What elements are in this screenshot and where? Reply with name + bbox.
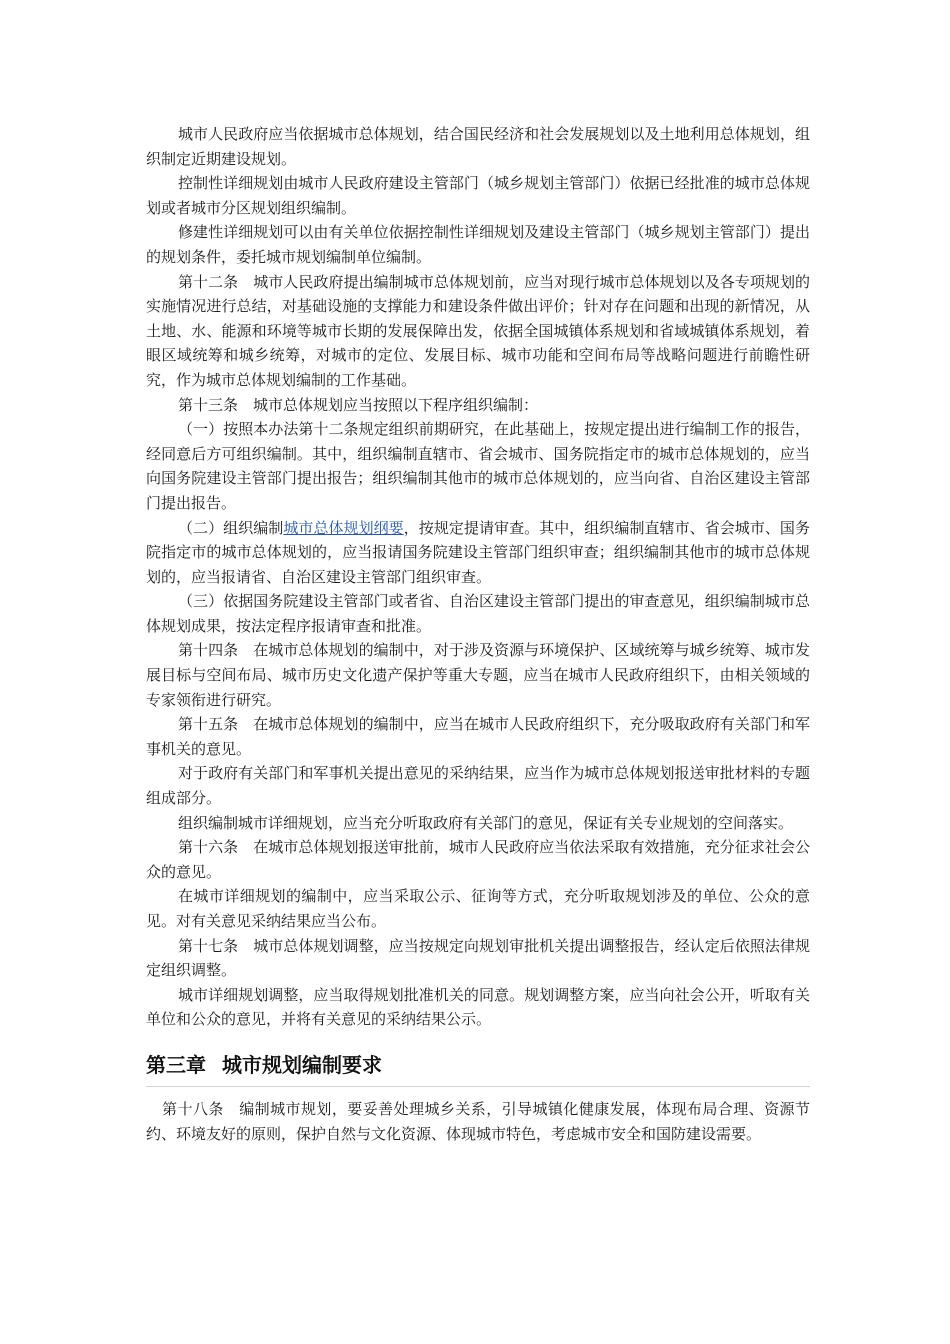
- article-13-item-2: [146, 516, 810, 590]
- article-13-item-3: （三）依据国务院建设主管部门或者省、自治区建设主管部门提出的审查意见，组织编制城市总体规划成果，按法定程序报请审查和批准。: [146, 592, 810, 635]
- link-paragraph-after: ，按规定提请审查。其中，组织编制直辖市、省会城市、国务院指定市的城市总体规划的，应当报请国务院建设主管部门组织审查；组织编制其他市的城市总体规划的，应当报请省、自治区建设主管部门组织审查。: [146, 518, 810, 586]
- article-14: 第十四条 在城市总体规划的编制中，对于涉及资源与环境保护、区域统筹与城乡统筹、城市发展目标与空间布局、城市历史文化遗产保护等重大专题，应当在城市人民政府组织下，由相关领域的专家领衔进行研究。: [146, 641, 810, 709]
- paragraph: 对于政府有关部门和军事机关提出意见的采纳结果，应当作为城市总体规划报送审批材料的专题组成部分。: [146, 764, 810, 808]
- paragraph: 城市详细规划调整，应当取得规划批准机关的同意。规划调整方案，应当向社会公开，听取有关单位和公众的意见，并将有关意见的采纳结果公示。: [146, 985, 810, 1029]
- article-16: 第十六条 在城市总体规划报送审批前，城市人民政府应当依法采取有效措施，充分征求社会公众的意见。: [146, 838, 810, 881]
- article-13: 第十三条 城市总体规划应当按照以下程序组织编制：: [178, 395, 539, 414]
- paragraph: 控制性详细规划由城市人民政府建设主管部门（城乡规划主管部门）依据已经批准的城市总体规划或者城市分区规划组织编制。: [146, 174, 810, 217]
- paragraph: 城市人民政府应当依据城市总体规划，结合国民经济和社会发展规划以及土地利用总体规划，组织制定近期建设规划。: [146, 125, 810, 168]
- chapter-body: [146, 1097, 810, 1146]
- outline-link[interactable]: 城市总体规划纲要: [283, 518, 404, 537]
- paragraph: 修建性详细规划可以由有关单位依据控制性详细规划及建设主管部门（城乡规划主管部门）提出的规划条件，委托城市规划编制单位编制。: [146, 223, 810, 266]
- chapter-title: 城市规划编制要求: [222, 1052, 382, 1077]
- paragraph: 在城市详细规划的编制中，应当采取公示、征询等方式，充分听取规划涉及的单位、公众的意见。对有关意见采纳结果应当公布。: [146, 887, 810, 930]
- article-12: 第十二条 城市人民政府提出编制城市总体规划前，应当对现行城市总体规划以及各专项规划的实施情况进行总结，对基础设施的支撑能力和建设条件做出评价；针对存在问题和出现的新情况，从土地、水、能源和环境等城市长期的发展保障出发，依据全国城镇体系规划和省域城镇体系规划，着眼区域统筹和城乡统筹，对城市的定位、发展目标、城市功能和空间布局等战略问题进行前瞻性研究，作为城市总体规划编制的工作基础。: [146, 272, 810, 389]
- paragraph: 组织编制城市详细规划，应当充分听取政府有关部门的意见，保证有关专业规划的空间落实。: [178, 813, 794, 832]
- chapter-number: 第三章: [146, 1052, 206, 1077]
- chapter-heading: [146, 1050, 810, 1087]
- article-18: 第十八条 编制城市规划，要妥善处理城乡关系，引导城镇化健康发展，体现布局合理、资源节约、环境友好的原则，保护自然与文化资源、体现城市特色，考虑城市安全和国防建设需要。: [146, 1099, 810, 1143]
- document-page: [146, 122, 810, 1146]
- article-15: 第十五条 在城市总体规划的编制中，应当在城市人民政府组织下，充分吸取政府有关部门和军事机关的意见。: [146, 715, 810, 758]
- article-17: 第十七条 城市总体规划调整，应当按规定向规划审批机关提出调整报告，经认定后依照法律规定组织调整。: [146, 936, 810, 980]
- link-paragraph-before: （二）组织编制: [178, 518, 284, 537]
- article-13-item-1: （一）按照本办法第十二条规定组织前期研究，在此基础上，按规定提出进行编制工作的报告，经同意后方可组织编制。其中，组织编制直辖市、省会城市、国务院指定市的城市总体规划的，应当向国务院建设主管部门提出报告；组织编制其他市的城市总体规划的，应当向省、自治区建设主管部门提出报告。: [146, 420, 810, 512]
